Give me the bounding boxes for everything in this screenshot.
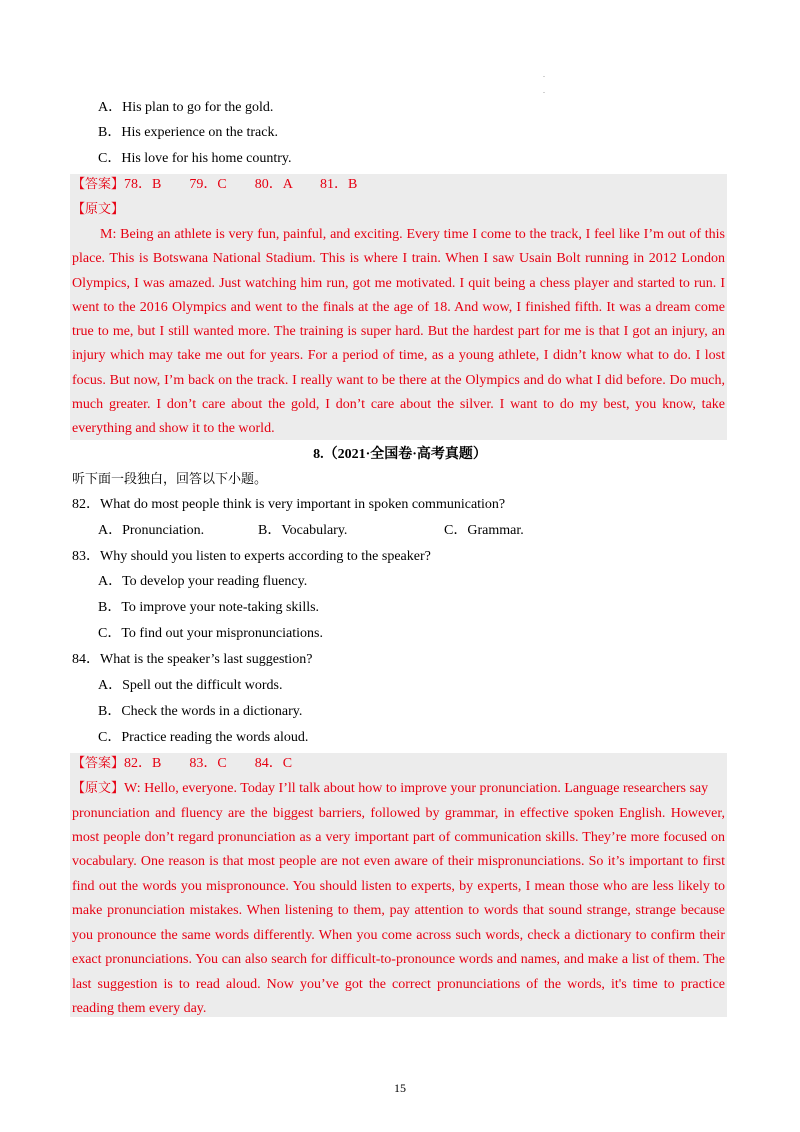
script-tag: 【原文】 — [72, 202, 125, 217]
answer-values: 82．B 83．C 84．C — [124, 756, 293, 771]
section-heading: 8.（2021·全国卷·高考真题） — [313, 447, 487, 462]
section-instruction: 听下面一段独白，回答以下小题。 — [72, 472, 268, 487]
script-line: you pronounce the same words differently. When you come across such words, check a dictionary to confirm their — [72, 928, 725, 943]
script-line: went to the 2016 Olympics and went to the finals at the age of 18. And wow, I finished fifth. It was a dream come — [72, 300, 725, 315]
script-line: most people don’t regard pronunciation as a very important part of communication skills. They’re more focused on — [72, 830, 725, 845]
answer-line — [72, 176, 357, 194]
q84-option-b: B．Check the words in a dictionary. — [98, 704, 303, 719]
option-c: C．His love for his home country. — [98, 151, 292, 166]
script-line: pronunciation and fluency are the biggest barriers, followed by grammar, in effective spoken English. However, — [72, 806, 725, 821]
question-82: 82．What do most people think is very important in spoken communication? — [72, 497, 506, 512]
script-line: place. This is Botswana National Stadium. This is where I train. When I saw Usain Bolt running in 2012 London — [72, 251, 725, 266]
q82-option-a: A．Pronunciation. — [98, 523, 205, 538]
script-line: last suggestion is to read aloud. Now you’ve got the correct pronunciations of the words, it's time to practice — [72, 977, 725, 992]
script-line: Olympics, I was amazed. Just watching him run, got me motivated. I quit being a chess player and started to run. I — [72, 276, 725, 291]
script-line: much greater. I don’t care about the gold, I don’t care about the silver. I want to do my best, you know, take — [72, 397, 725, 412]
answer-tag: 【答案】 — [72, 177, 125, 192]
answer-values: 78．B 79．C 80．A 81．B — [124, 177, 358, 192]
script-line: injury which may take me out for years. For a period of time, as a young athlete, I didn’t know what to do. I lost — [72, 348, 725, 363]
script-line: true to me, but I still wanted more. The training is super hard. But the hardest part for me is that I got an injury, an — [72, 324, 725, 339]
script-line: everything and show it to the world. — [72, 421, 275, 436]
answer-line — [72, 755, 292, 773]
script-line: make pronunciation mistakes. When listening to them, pay attention to words that sound strange, strange because — [72, 903, 725, 918]
page-number: 15 — [394, 1081, 406, 1095]
script-line: exact pronunciations. You can also search for difficult-to-pronounce words and names, and make a list of them. The — [72, 952, 725, 967]
question-83: 83．Why should you listen to experts according to the speaker? — [72, 549, 431, 564]
q83-option-c: C．To find out your mispronunciations. — [98, 626, 323, 641]
q84-option-a: A．Spell out the difficult words. — [98, 678, 283, 693]
option-b: B．His experience on the track. — [98, 125, 278, 140]
script-first-text: W: Hello, everyone. Today I’ll talk about how to improve your pronunciation. Language researchers say — [124, 781, 709, 796]
decorative-dot: . — [543, 70, 545, 79]
script-first-line — [72, 780, 725, 798]
q84-option-c: C．Practice reading the words aloud. — [98, 730, 309, 745]
script-line: M: Being an athlete is very fun, painful, and exciting. Every time I come to the track, I feel like I’m out of this — [100, 227, 725, 242]
script-line: focus. But now, I’m back on the track. I really want to be there at the Olympics and do what I did before. Do much, — [72, 373, 725, 388]
answer-tag: 【答案】 — [72, 756, 125, 771]
script-line: reading them every day. — [72, 1001, 207, 1016]
q82-option-b: B．Vocabulary. — [258, 523, 348, 538]
script-line: vocabulary. One reason is that most people are not even aware of their mispronunciations. So it’s important to first — [72, 854, 725, 869]
q83-option-b: B．To improve your note-taking skills. — [98, 600, 320, 615]
option-a: A．His plan to go for the gold. — [98, 100, 274, 115]
q82-option-c: C．Grammar. — [444, 523, 524, 538]
script-line: find out the words you mispronounce. You should listen to experts, by experts, I mean those who are less likely to — [72, 879, 725, 894]
q83-option-a: A．To develop your reading fluency. — [98, 574, 308, 589]
decorative-dot: . — [543, 86, 545, 95]
question-84: 84．What is the speaker’s last suggestion? — [72, 652, 313, 667]
script-tag: 【原文】 — [72, 781, 125, 796]
